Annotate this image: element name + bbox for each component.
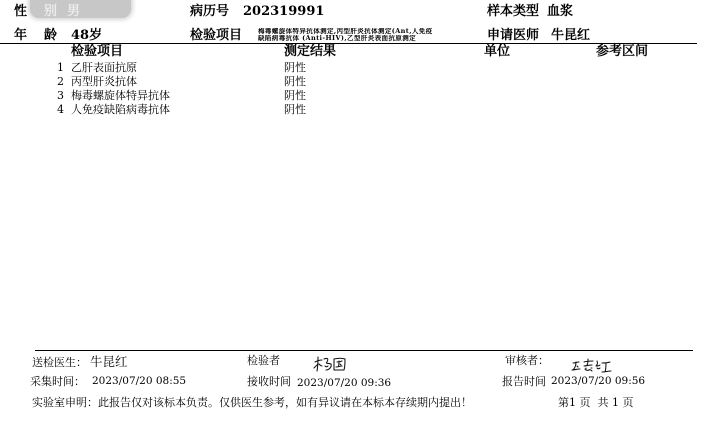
column-header-unit: 单位 <box>484 44 511 59</box>
sample-type-label: 样本类型 <box>487 4 540 19</box>
test-items-line-1: 梅毒螺旋体特异抗体测定,丙型肝炎抗体测定(Ant,人免疫 <box>258 28 433 35</box>
row-result: 阴性 <box>284 89 306 102</box>
reviewer-signature <box>570 357 614 375</box>
row-number: 3 <box>57 89 64 102</box>
report-time-label: 报告时间 <box>502 375 546 388</box>
record-no-label: 病历号 <box>190 4 230 19</box>
age-value: 48岁 <box>71 28 103 43</box>
sex-value: 男 <box>67 4 81 19</box>
column-header-range: 参考区间 <box>596 44 649 59</box>
column-header-item: 检验项目 <box>71 44 124 59</box>
reviewer-label: 审核者： <box>505 354 549 367</box>
test-items-label: 检验项目 <box>190 28 243 43</box>
row-item-name: 乙肝表面抗原 <box>71 61 137 74</box>
sex-label-b: 别 <box>44 4 58 19</box>
doctor-label: 申请医师 <box>487 28 540 43</box>
tester-signature <box>313 355 349 373</box>
footer-divider <box>35 350 693 351</box>
collect-time-value: 2023/07/20 08:55 <box>92 375 187 387</box>
page-info: 第1 页 共 1 页 <box>558 396 634 409</box>
age-label-a: 年 <box>14 28 28 43</box>
sender-name: 牛昆红 <box>90 354 128 369</box>
row-result: 阴性 <box>284 75 306 88</box>
doctor-value: 牛昆红 <box>551 28 591 43</box>
lab-disclaimer: 实验室申明：此报告仅对该标本负责。仅供医生参考，如有异议请在本标本存续期内提出！ <box>32 396 472 409</box>
tester-label: 检验者 <box>247 354 280 367</box>
collect-time-label: 采集时间： <box>30 375 85 388</box>
receive-time-value: 2023/07/20 09:36 <box>297 377 392 389</box>
record-no-value: 202319991 <box>243 4 325 19</box>
row-result: 阴性 <box>284 61 306 74</box>
row-number: 2 <box>57 75 64 88</box>
row-item-name: 梅毒螺旋体特异抗体 <box>71 89 170 102</box>
sender-label: 送检医生： <box>32 356 87 369</box>
row-number: 1 <box>57 61 64 74</box>
age-label-b: 龄 <box>44 28 58 43</box>
row-result: 阴性 <box>284 103 306 116</box>
sex-label-a: 性 <box>14 4 28 19</box>
row-item-name: 丙型肝炎抗体 <box>71 75 137 88</box>
column-header-result: 测定结果 <box>284 44 337 59</box>
report-time-value: 2023/07/20 09:56 <box>551 375 646 387</box>
redaction-overlay <box>30 0 131 18</box>
row-item-name: 人免疫缺陷病毒抗体 <box>71 103 170 116</box>
test-items-line-2: 缺陷病毒抗体 (Anti-HIV),乙型肝炎表面抗原测定 <box>258 35 417 42</box>
row-number: 4 <box>57 103 64 116</box>
sample-type-value: 血浆 <box>547 4 574 19</box>
receive-time-label: 接收时间 <box>247 375 291 388</box>
